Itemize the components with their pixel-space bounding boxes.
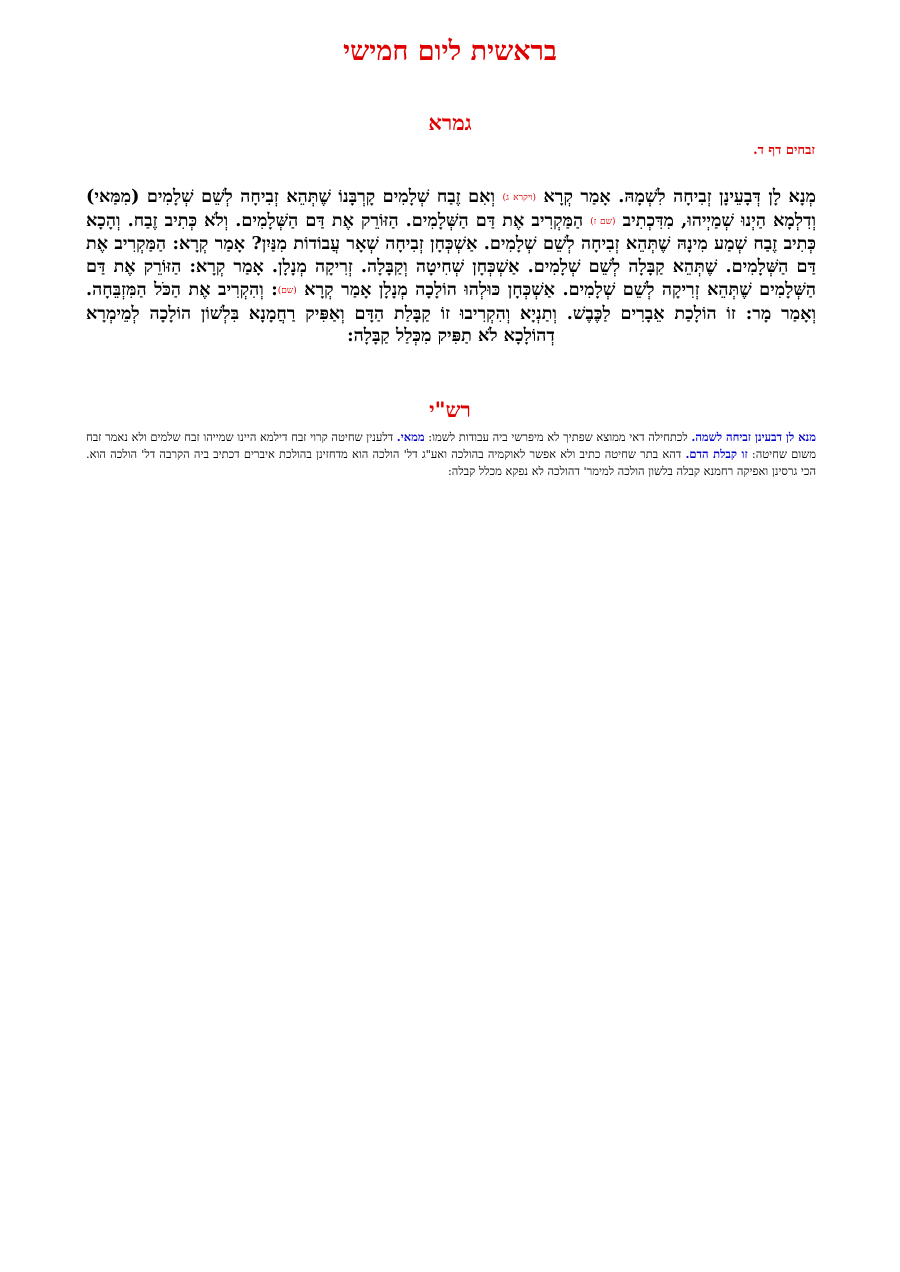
verse-reference: (שם ז) bbox=[590, 216, 616, 227]
text-segment: : וְהִקְרִיב אֶת הַכֹּל הַמִּזְבֵּחָה. וְאָמַר מָר: זוֹ הוֹלָכַת אֵבָרִים לַכֶּבֶשׁ. וְתַנְיָא וְהִקְרִיבוּ זוֹ קַבָּלַת הַדָּם וְאַפִּיק רַחֲמָנָא בִּלְשׁוֹן הוֹלָכָה לְמֵימְרָא דְהוֹלָכָא לֹא תַפִּיק מִכְּלַל קַבָּלָה: bbox=[86, 278, 816, 347]
text-segment: הַמַּקְרִיב אֶת דַּם הַשְּׁלָמִים. הַזּוֹרֵק אֶת דַּם הַשְּׁלָמִים. וְלֹא כְּתִיב זֶבַח. וְהָכָא כְּתִיב זֶבַח שְׁמַע מִינָהּ שֶׁתְּהֵא זְבִיחָה לְשֵׁם שְׁלָמִים. אַשְׁכְּחָן זְבִיחָה שְׁאָר עֲבוֹדוֹת מִנַּיִן? אָמַר קְרָא: הַמַּקְרִיב אֶת דַּם הַשְּׁלָמִים. שֶׁתְּהֵא קַבָּלָה לְשֵׁם שְׁלָמִים. אַשְׁכְּחָן שְׁחִיטָה וְקַבָּלָה. זְרִיקָה מְנָלָן. אָמַר קְרָא: הַזּוֹרֵק אֶת דַּם הַשְּׁלָמִים שֶׁתְּהֵא זְרִיקָה לְשֵׁם שְׁלָמִים. אַשְׁכְּחָן כּוּלְהוּ הוֹלָכָה מְנָלָן אָמַר קְרָא bbox=[86, 209, 816, 300]
verse-reference: (שם) bbox=[277, 285, 297, 296]
source-reference: זבחים דף ד. bbox=[753, 143, 815, 158]
text-segment: לכתחילה דאי ממוצא שפתיך לא מיפרשי ביה עבודות לשמו: bbox=[424, 430, 692, 444]
verse-reference: (ויקרא ג) bbox=[502, 193, 536, 203]
rashi-heading: רש"י bbox=[429, 397, 471, 422]
gemara-heading: גמרא bbox=[428, 110, 472, 135]
rashi-commentary bbox=[86, 429, 816, 480]
dibur-hamatchil: ממאי. bbox=[396, 430, 425, 444]
dibur-hamatchil: זו קבלת הדם. bbox=[685, 447, 748, 461]
page-title: בראשית ליום חמישי bbox=[343, 36, 557, 67]
gemara-text bbox=[86, 186, 816, 348]
text-segment: דלענין שחיטה קרוי זבח דילמא היינו שמייהו זבח שלמים ולא נאמר זבח משום שחיטה: bbox=[86, 430, 816, 461]
dibur-hamatchil: מנא לן דבעינן זביחה לשמה. bbox=[691, 430, 816, 444]
text-segment: דהא בתר שחיטה כתיב ולא אפשר לאוקמיה בהולכה ואע"ג דל' הולכה הוא מדחזינן בהולכת איברים דכתיב ביה הקרבה דל' הולכה הוא. הכי גרסינן ואפיקה רחמנא קבלה בלשון הולכה למימר' דהולכה לא נפקא מכלל קבלה: bbox=[86, 447, 816, 478]
text-segment: מְנָא לָן דְּבָעֵינָן זְבִיחָה לִשְׁמָהּ. אָמַר קְרָא bbox=[536, 186, 816, 207]
text-segment: וְאִם זֶבַח שְׁלָמִים קָרְבָּנוֹ שֶׁתְּהֵא זְבִיחָה לְשֵׁם שְׁלָמִים (מִמַּאי) וְדִלְמָא הַיְנוּ שְׁמַיְיהוּ, מִדִּכְתִיב bbox=[86, 186, 817, 231]
